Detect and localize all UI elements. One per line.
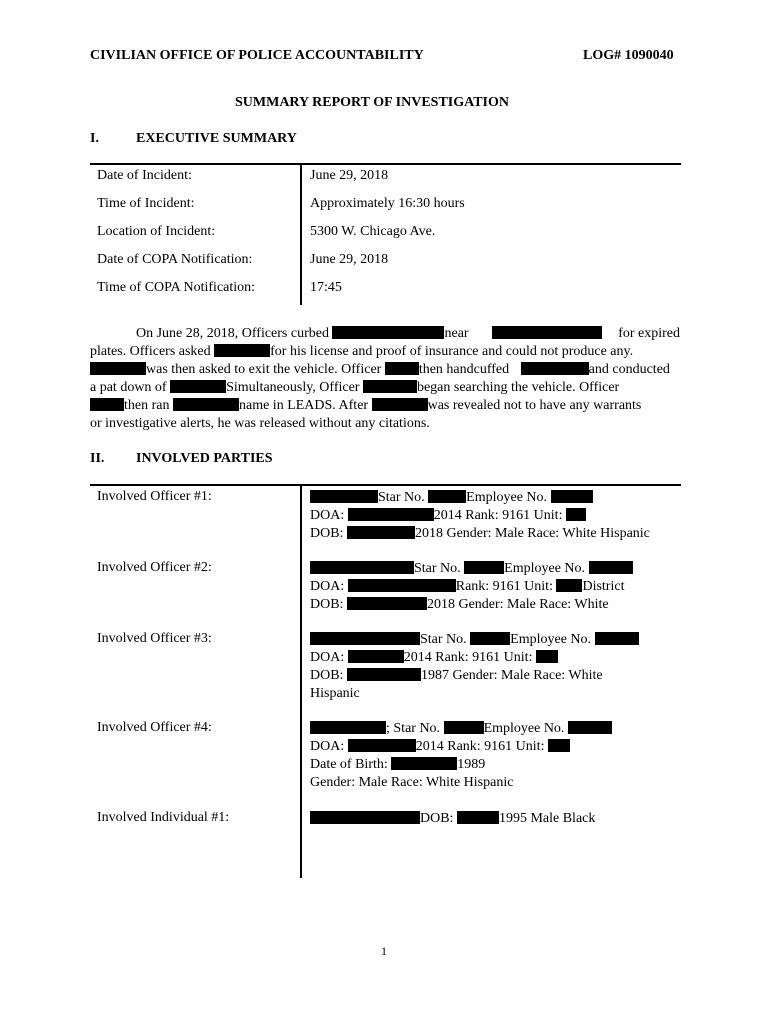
incident-date-label: Date of Incident: — [97, 168, 192, 183]
officer-detail: 2014 Rank: 9161 Unit: — [433, 508, 563, 523]
redaction — [464, 561, 504, 574]
section-1-numeral: I. — [90, 131, 99, 146]
officer-detail: DOA: — [310, 579, 345, 594]
summary-paragraph — [90, 325, 680, 433]
table-divider — [300, 164, 302, 305]
redaction — [347, 668, 421, 681]
summary-text: for expired — [618, 326, 680, 341]
individual-1-details — [310, 810, 595, 828]
officer-3-details — [310, 631, 639, 703]
officer-detail: 1989 — [457, 757, 486, 772]
officer-detail: DOA: — [310, 739, 345, 754]
officer-detail: ; Star No. — [386, 721, 441, 736]
individual-detail: DOB: — [420, 811, 454, 826]
officer-detail: Gender: Male Race: White Hispanic — [310, 775, 514, 790]
officer-detail: 2014 Rank: 9161 Unit: — [415, 739, 545, 754]
redaction — [556, 579, 582, 592]
table-top-rule — [90, 484, 681, 486]
redaction — [391, 757, 457, 770]
notification-time-label: Time of COPA Notification: — [97, 280, 256, 295]
officer-4-label: Involved Officer #4: — [97, 720, 212, 735]
section-2-numeral: II. — [90, 451, 105, 466]
redaction — [310, 490, 378, 503]
notification-time-value: 17:45 — [310, 280, 342, 295]
officer-detail: DOA: — [310, 508, 345, 523]
redaction — [348, 650, 404, 663]
officer-detail: 2018 Gender: Male Race: White — [426, 597, 609, 612]
redaction — [347, 597, 427, 610]
summary-line-1 — [90, 325, 680, 343]
individual-1-label: Involved Individual #1: — [97, 810, 230, 825]
summary-line-3 — [90, 361, 680, 379]
officer-detail: Hispanic — [310, 686, 360, 701]
officer-detail: DOB: — [310, 597, 344, 612]
redaction — [566, 508, 586, 521]
officer-detail: Employee No. — [483, 721, 565, 736]
summary-text: plates. Officers asked — [90, 344, 211, 359]
log-number: LOG# 1090040 — [583, 48, 674, 63]
redaction — [470, 632, 510, 645]
redaction — [348, 508, 434, 521]
redaction — [444, 721, 484, 734]
summary-line-5 — [90, 397, 680, 415]
officer-1-details — [310, 489, 650, 543]
officer-detail: Star No. — [414, 561, 461, 576]
redaction — [90, 362, 146, 375]
page-number: 1 — [381, 944, 387, 958]
officer-detail: DOB: — [310, 668, 344, 683]
agency-name: CIVILIAN OFFICE OF POLICE ACCOUNTABILITY — [90, 48, 424, 63]
redaction — [372, 398, 428, 411]
report-title: SUMMARY REPORT OF INVESTIGATION — [235, 95, 509, 110]
incident-date-value: June 29, 2018 — [310, 168, 389, 183]
individual-detail: 1995 Male Black — [498, 811, 596, 826]
redaction — [347, 526, 415, 539]
summary-text: was revealed not to have any warrants — [427, 398, 642, 413]
redaction — [385, 362, 419, 375]
summary-line-2 — [90, 343, 680, 361]
redaction — [521, 362, 589, 375]
summary-text: began searching the vehicle. Officer — [416, 380, 620, 395]
redaction — [536, 650, 558, 663]
redaction — [428, 490, 466, 503]
redaction — [548, 739, 570, 752]
summary-text: and conducted — [588, 362, 670, 377]
officer-detail: 1987 Gender: Male Race: White — [420, 668, 603, 683]
redaction — [568, 721, 612, 734]
summary-line-6: or investigative alerts, he was released without any citations. — [90, 416, 430, 431]
officer-detail: 2018 Gender: Male Race: White Hispanic — [414, 526, 650, 541]
officer-2-label: Involved Officer #2: — [97, 560, 212, 575]
redaction — [589, 561, 633, 574]
officer-detail: Employee No. — [510, 632, 592, 647]
redaction — [595, 632, 639, 645]
summary-text: for his license and proof of insurance and could not produce any. — [270, 344, 634, 359]
incident-time-label: Time of Incident: — [97, 196, 195, 211]
redaction — [310, 561, 414, 574]
summary-line-4 — [90, 379, 680, 397]
officer-detail: 2014 Rank: 9161 Unit: — [403, 650, 533, 665]
officer-detail: Star No. — [420, 632, 467, 647]
table-top-rule — [90, 163, 681, 165]
summary-text: Simultaneously, Officer — [226, 380, 360, 395]
summary-text: then handcuffed — [418, 362, 510, 377]
summary-text: On June 28, 2018, Officers curbed — [136, 326, 329, 341]
notification-date-value: June 29, 2018 — [310, 252, 389, 267]
summary-text: name in LEADS. After — [238, 398, 369, 413]
summary-text: was then asked to exit the vehicle. Officer — [146, 362, 382, 377]
officer-4-details — [310, 720, 612, 792]
summary-text: a pat down of — [90, 380, 167, 395]
officer-detail: Employee No. — [466, 490, 548, 505]
redaction — [170, 380, 226, 393]
officer-detail: Rank: 9161 Unit: — [455, 579, 553, 594]
redaction — [310, 811, 420, 824]
officer-1-label: Involved Officer #1: — [97, 489, 212, 504]
redaction — [348, 579, 456, 592]
officer-detail: District — [582, 579, 625, 594]
officer-detail: DOB: — [310, 526, 344, 541]
officer-detail: Star No. — [378, 490, 425, 505]
summary-text: then ran — [124, 398, 170, 413]
redaction — [90, 398, 124, 411]
redaction — [310, 632, 420, 645]
officer-3-label: Involved Officer #3: — [97, 631, 212, 646]
section-2-title: INVOLVED PARTIES — [136, 451, 273, 466]
officer-detail: Employee No. — [504, 561, 586, 576]
redaction — [363, 380, 417, 393]
redaction — [551, 490, 593, 503]
incident-location-value: 5300 W. Chicago Ave. — [310, 224, 436, 239]
redaction — [332, 326, 444, 339]
summary-text: near — [444, 326, 469, 341]
redaction — [457, 811, 499, 824]
officer-detail: DOA: — [310, 650, 345, 665]
incident-time-value: Approximately 16:30 hours — [310, 196, 465, 211]
redaction — [492, 326, 602, 339]
redaction — [173, 398, 239, 411]
section-1-title: EXECUTIVE SUMMARY — [136, 131, 297, 146]
officer-detail: Date of Birth: — [310, 757, 388, 772]
notification-date-label: Date of COPA Notification: — [97, 252, 253, 267]
incident-location-label: Location of Incident: — [97, 224, 216, 239]
redaction — [310, 721, 386, 734]
redaction — [214, 344, 270, 357]
table-divider — [300, 485, 302, 878]
officer-2-details — [310, 560, 633, 614]
redaction — [348, 739, 416, 752]
